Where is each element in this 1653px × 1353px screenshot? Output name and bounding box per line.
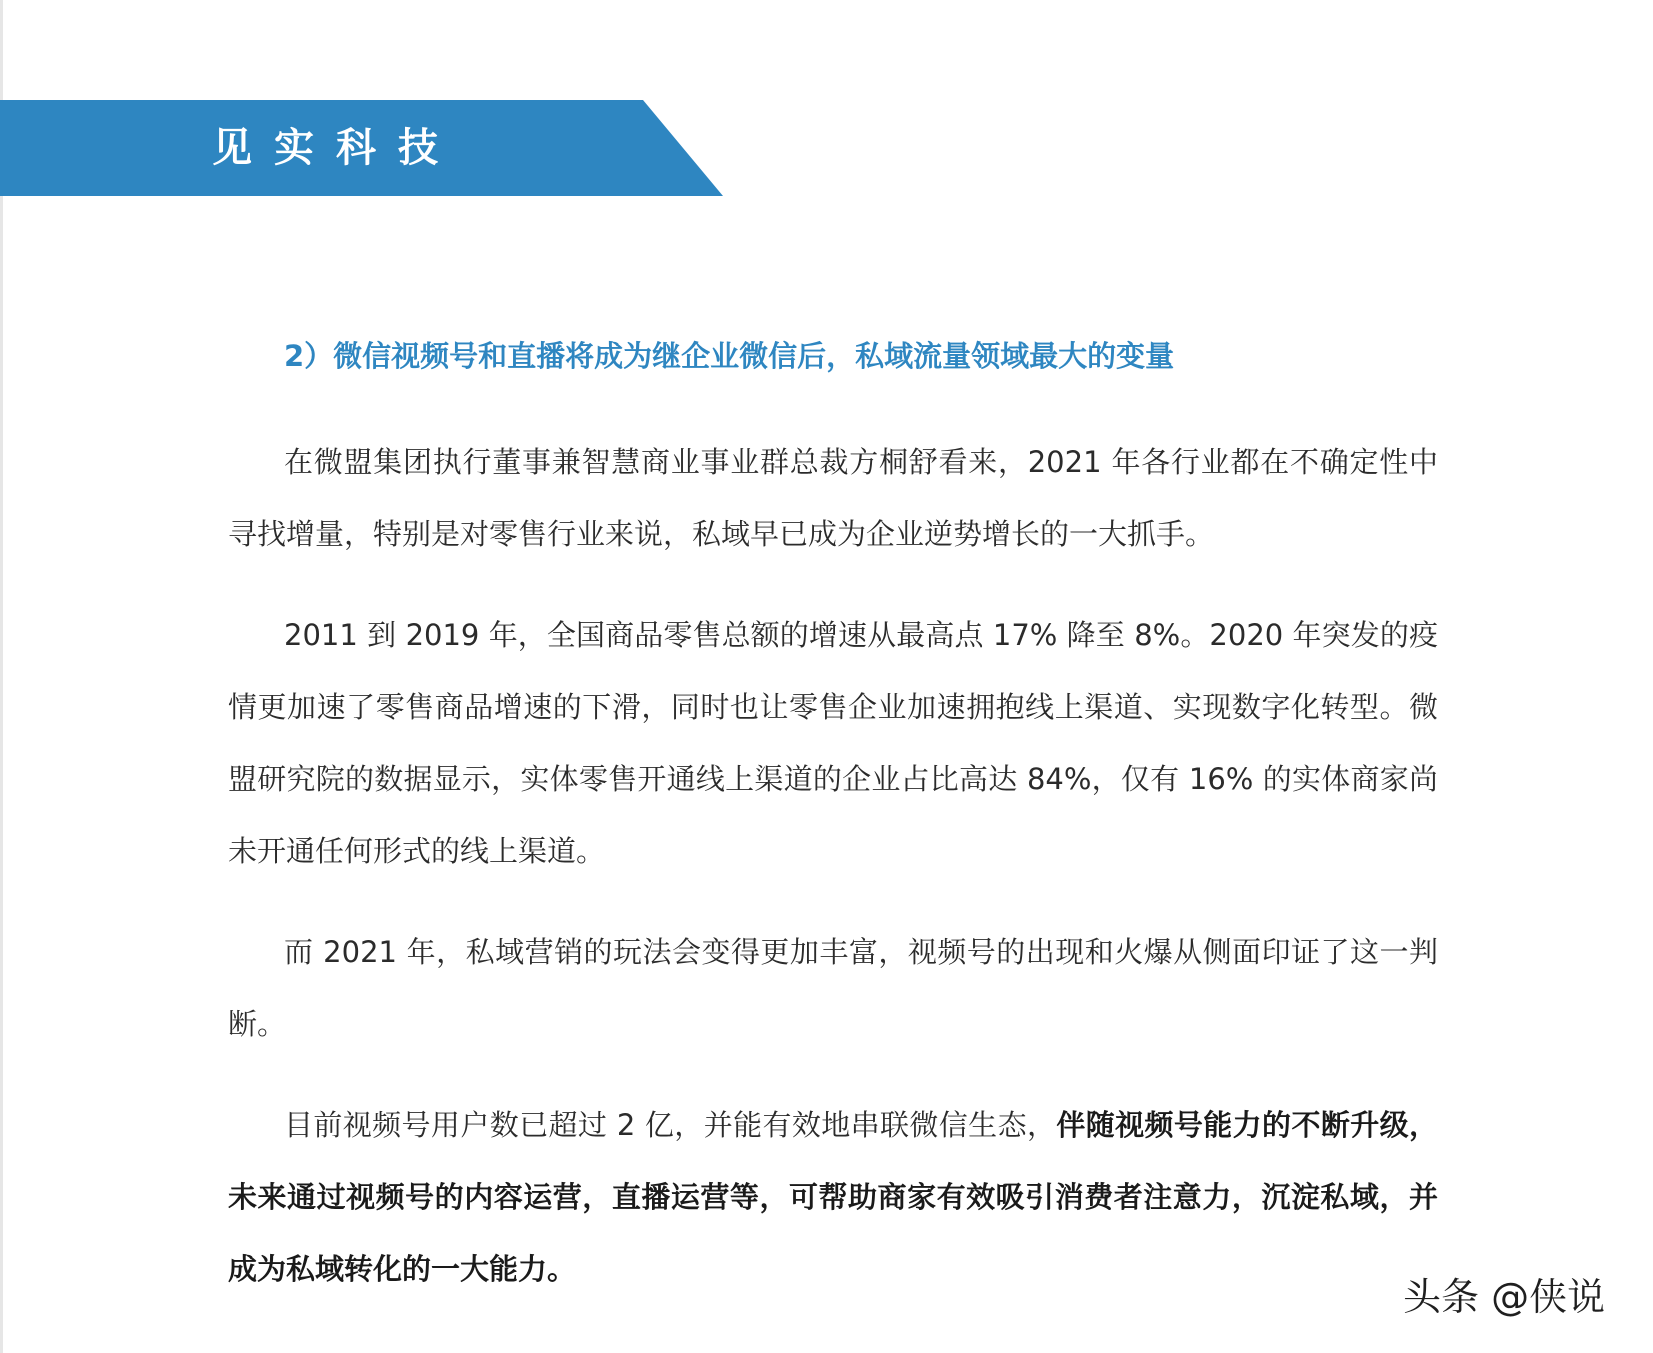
brand-title: 见实科技 xyxy=(212,125,460,171)
paragraph-4-bold-text: 伴随视频号能力的不断升级，未来通过视频号的内容运营，直播运营等，可帮助商家有效吸引消费者注意力，沉淀私域，并成为私域转化的一大能力。 xyxy=(228,1108,1438,1286)
source-watermark: 头条 @侠说 xyxy=(1403,1275,1606,1319)
paragraph-4-normal-text: 目前视频号用户数已超过 2 亿，并能有效地串联微信生态， xyxy=(284,1108,1057,1142)
body-paragraph-4 xyxy=(228,1089,1438,1305)
body-paragraph-1: 在微盟集团执行董事兼智慧商业事业群总裁方桐舒看来，2021 年各行业都在不确定性中寻找增量，特别是对零售行业来说，私域早已成为企业逆势增长的一大抓手。 xyxy=(228,445,1438,551)
page-left-rule xyxy=(0,0,3,1353)
section-heading: 2）微信视频号和直播将成为继企业微信后，私域流量领域最大的变量 xyxy=(284,339,1175,373)
body-paragraph-2: 2011 到 2019 年，全国商品零售总额的增速从最高点 17% 降至 8%。2020 年突发的疫情更加速了零售商品增速的下滑，同时也让零售企业加速拥抱线上渠道、实现数字化转型。微盟研究院的数据显示，实体零售开通线上渠道的企业占比高达 84%，仅有 16% 的实体商家尚未开通任何形式的线上渠道。 xyxy=(228,618,1438,868)
body-paragraph-3: 而 2021 年，私域营销的玩法会变得更加丰富，视频号的出现和火爆从侧面印证了这一判断。 xyxy=(228,935,1438,1041)
